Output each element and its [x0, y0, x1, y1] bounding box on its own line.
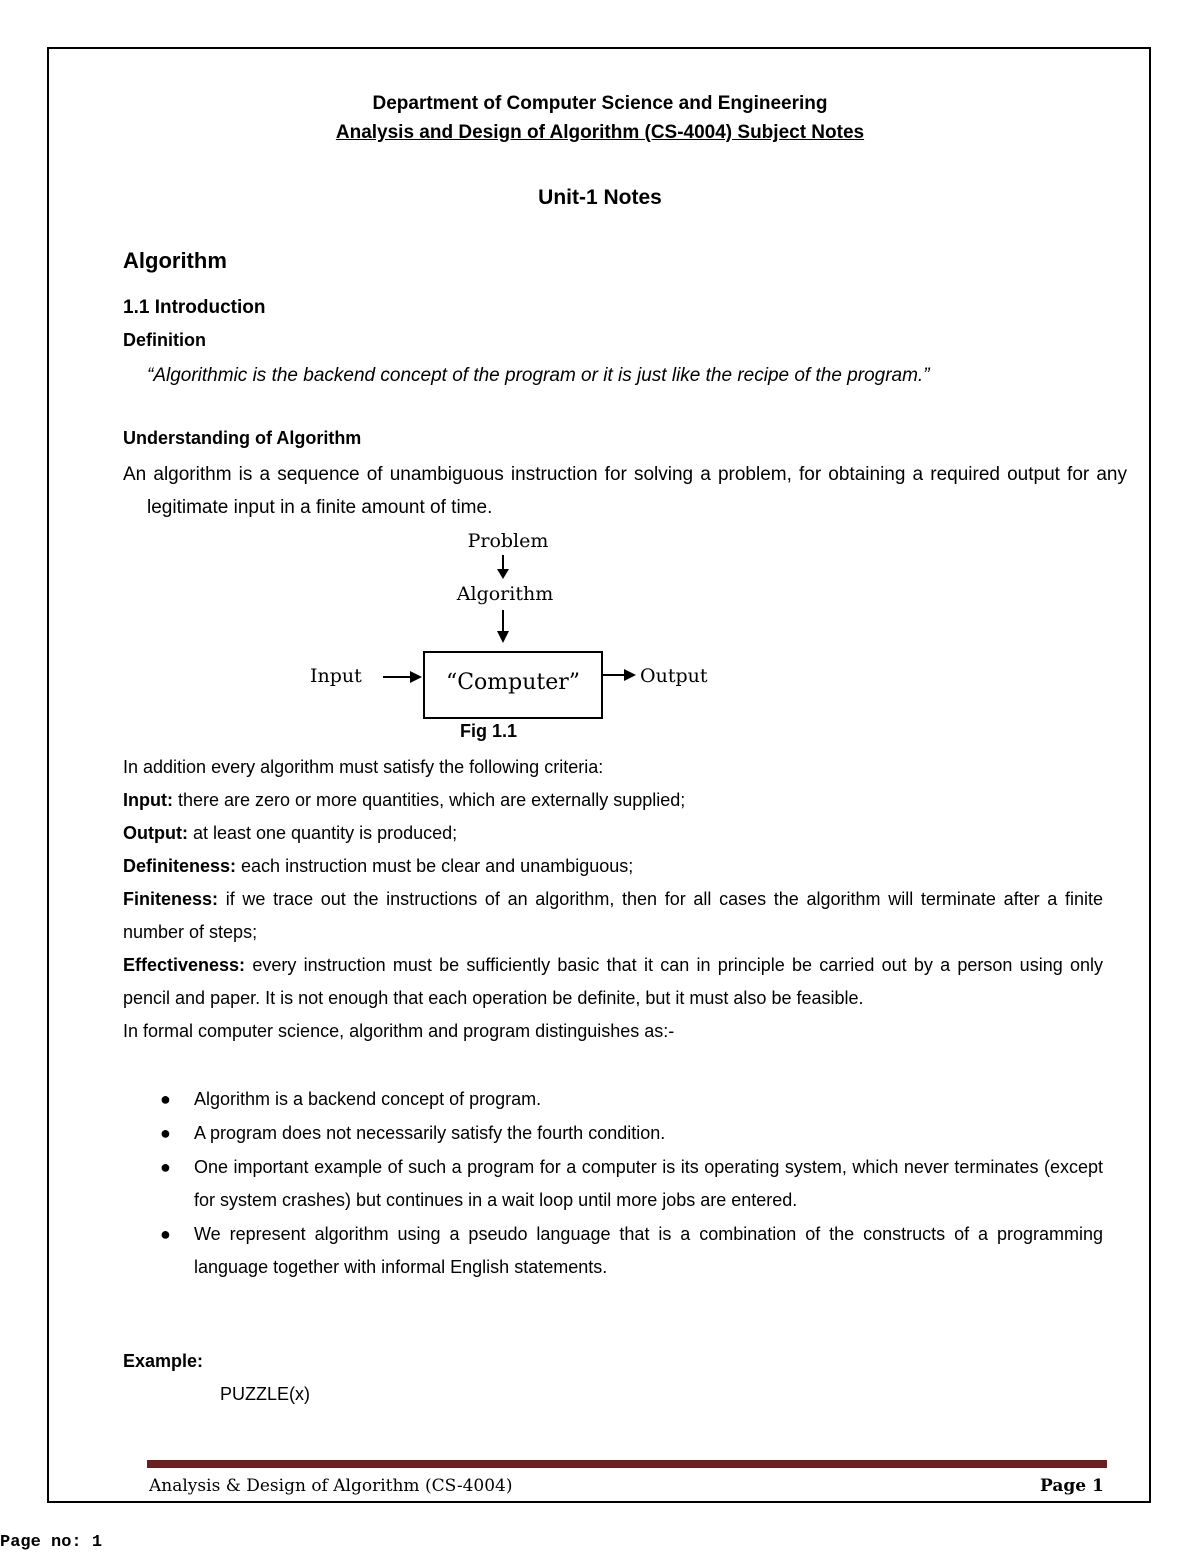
bullet-text: We represent algorithm using a pseudo language that is a combination of the constructs of a programming language together with informal English statements.	[194, 1224, 1103, 1277]
criterion-effectiveness	[123, 949, 1103, 1015]
section-title: Algorithm	[123, 248, 227, 273]
criterion-term: Finiteness:	[123, 889, 219, 909]
list-item	[160, 1117, 1103, 1150]
diagram-computer-label: “Computer”	[445, 670, 581, 695]
bullet-dot-icon: ●	[160, 1089, 171, 1109]
understanding-text: An algorithm is a sequence of unambiguous instruction for solving a problem, for obtaining a required output for any legitimate input in a finite amount of time.	[123, 464, 1127, 518]
diagram-output-label: Output	[640, 665, 708, 687]
bullet-dot-icon: ●	[160, 1157, 171, 1177]
criterion-term: Output:	[123, 823, 188, 843]
criterion-term: Effectiveness:	[123, 955, 246, 975]
definition-quote: “Algorithmic is the backend concept of the program or it is just like the recipe of the program.”	[147, 365, 930, 386]
page-number: Page no: 1	[0, 1533, 103, 1552]
list-item	[160, 1218, 1103, 1284]
list-item	[160, 1151, 1103, 1217]
output-arrow-head	[624, 669, 636, 681]
diagram-algorithm-label: Algorithm	[456, 583, 554, 605]
bullet-dot-icon: ●	[160, 1224, 171, 1244]
diagram-problem-label: Problem	[467, 530, 549, 552]
criterion-text: there are zero or more quantities, which are externally supplied;	[172, 790, 686, 810]
subject-title: Analysis and Design of Algorithm (CS-4004) Subject Notes	[335, 122, 865, 143]
criterion-input	[123, 784, 1103, 817]
criterion-definiteness	[123, 850, 1103, 883]
criterion-term: Input:	[123, 790, 173, 810]
footer-subject: Analysis & Design of Algorithm (CS-4004)	[149, 1476, 513, 1496]
distinguish-text: In formal computer science, algorithm and program distinguishes as:-	[123, 1021, 675, 1041]
diagram-input-label: Input	[310, 665, 362, 687]
definition-heading: Definition	[123, 330, 206, 350]
criterion-finiteness	[123, 883, 1103, 949]
input-arrow-head	[410, 671, 422, 683]
section-subtitle: 1.1 Introduction	[123, 297, 266, 318]
example-heading: Example:	[123, 1351, 204, 1371]
example-code: PUZZLE(x)	[220, 1384, 310, 1404]
criteria-intro: In addition every algorithm must satisfy the following criteria:	[123, 757, 604, 777]
algorithm-arrow-head	[497, 631, 509, 643]
footer-page: Page 1	[1040, 1476, 1104, 1496]
problem-arrow-head	[497, 569, 509, 579]
criterion-term: Definiteness:	[123, 856, 237, 876]
criterion-text: at least one quantity is produced;	[187, 823, 458, 843]
criterion-text: every instruction must be sufficiently basic that it can in principle be carried out by a person using only pencil and paper. It is not enough that each operation be definite, but it must also be feasible.	[123, 955, 1103, 1008]
list-item	[160, 1083, 1103, 1116]
bullet-dot-icon: ●	[160, 1123, 171, 1143]
criteria-list	[123, 751, 1103, 1048]
bullet-list	[160, 1083, 1103, 1285]
criterion-output	[123, 817, 1103, 850]
department-title: Department of Computer Science and Engineering	[372, 93, 828, 114]
criterion-text: if we trace out the instructions of an algorithm, then for all cases the algorithm will terminate after a finite number of steps;	[123, 889, 1103, 942]
figure-caption: Fig 1.1	[460, 721, 518, 741]
bullet-text: One important example of such a program for a computer is its operating system, which never terminates (except for system crashes) but continues in a wait loop until more jobs are entered.	[194, 1157, 1103, 1210]
bullet-text: A program does not necessarily satisfy the fourth condition.	[194, 1123, 666, 1143]
algorithm-diagram	[300, 525, 720, 725]
criterion-text: each instruction must be clear and unambiguous;	[236, 856, 634, 876]
unit-title: Unit-1 Notes	[538, 186, 662, 209]
bullet-text: Algorithm is a backend concept of program.	[194, 1089, 542, 1109]
understanding-heading: Understanding of Algorithm	[123, 428, 362, 448]
footer-bar	[147, 1460, 1107, 1468]
